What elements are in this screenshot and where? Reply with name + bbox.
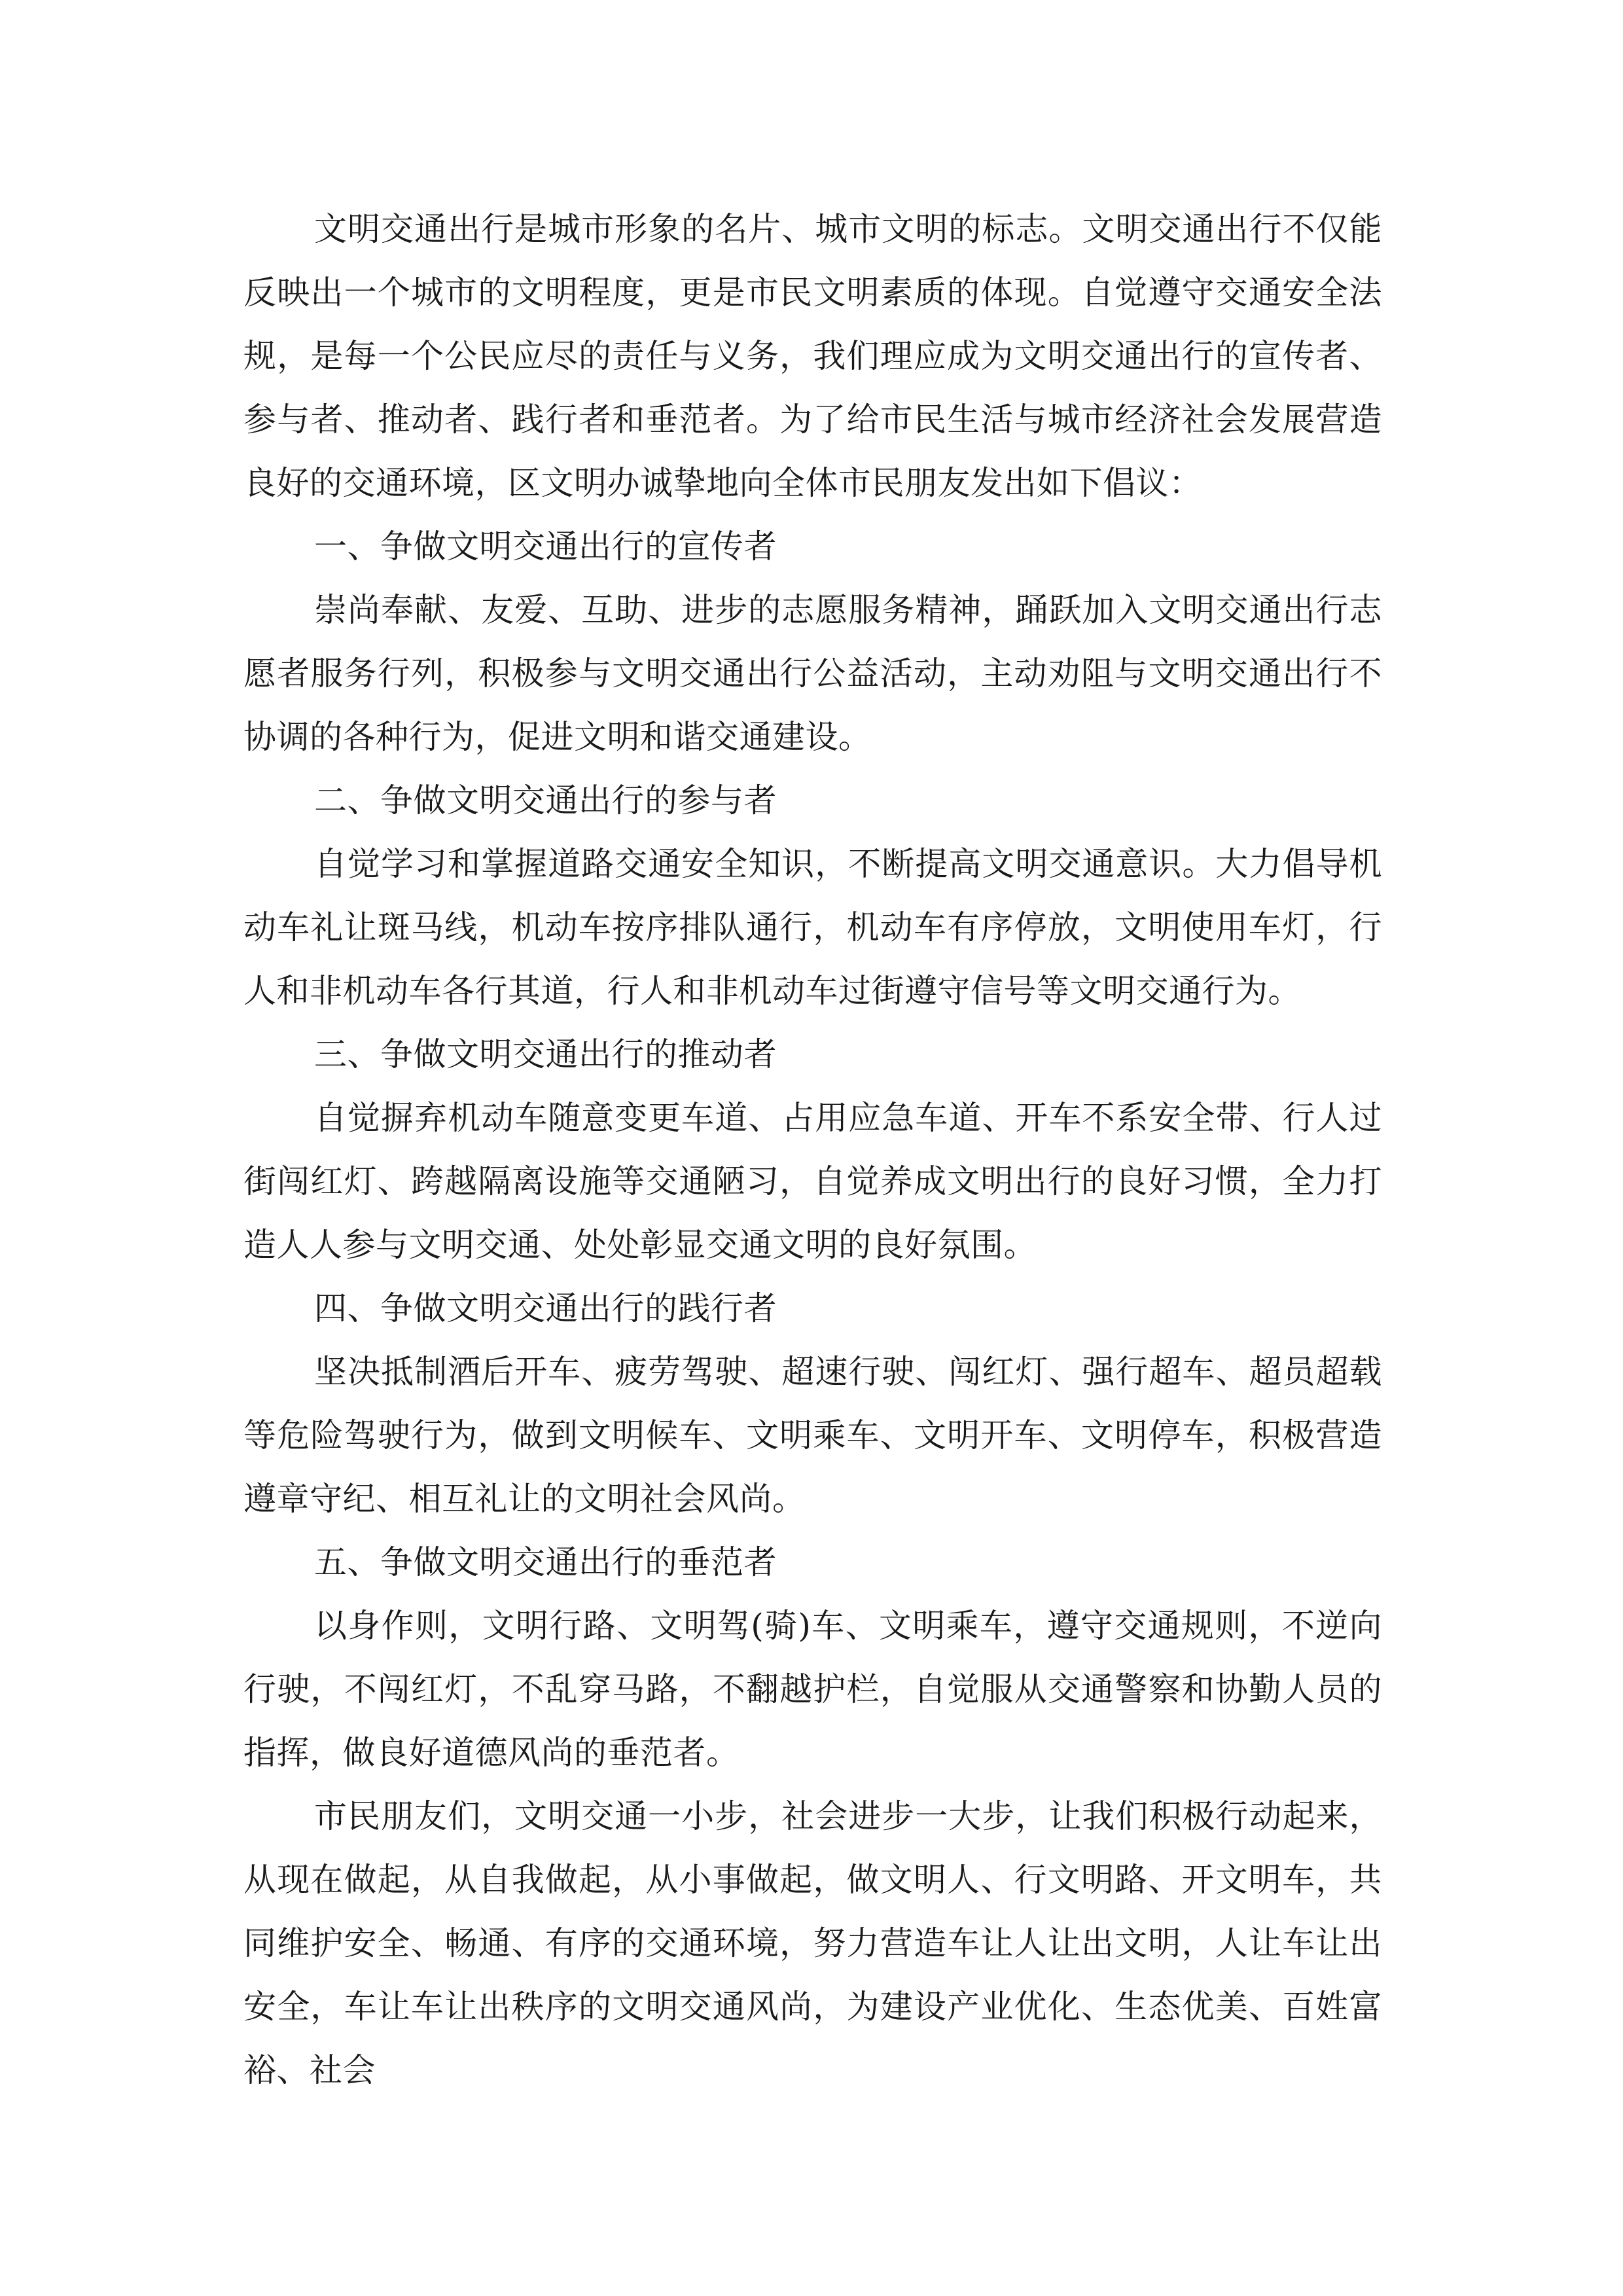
heading-2-participant: 二、争做文明交通出行的参与者 [314,781,777,819]
paragraph-1: 崇尚奉献、友爱、互助、进步的志愿服务精神，踊跃加入文明交通出行志愿者服务行列，积极参与文明交通出行公益活动，主动劝阻与文明交通出行不协调的各种行为，促进文明和谐交通建设。 [243,591,1382,756]
paragraph-2: 自觉学习和掌握道路交通安全知识，不断提高文明交通意识。大力倡导机动车礼让斑马线，机动车按序排队通行，机动车有序停放，文明使用车灯，行人和非机动车各行其道，行人和非机动车过街遵守信号等文明交通行为。 [243,845,1382,1010]
paragraph-3: 自觉摒弃机动车随意变更车道、占用应急车道、开车不系安全带、行人过街闯红灯、跨越隔离设施等交通陋习，自觉养成文明出行的良好习惯，全力打造人人参与文明交通、处处彰显交通文明的良好氛围。 [243,1099,1382,1264]
paragraph-intro: 文明交通出行是城市形象的名片、城市文明的标志。文明交通出行不仅能反映出一个城市的文明程度，更是市民文明素质的体现。自觉遵守交通安全法规，是每一个公民应尽的责任与义务，我们理应成为文明交通出行的宣传者、参与者、推动者、践行者和垂范者。为了给市民生活与城市经济社会发展营造良好的交通环境，区文明办诚挚地向全体市民朋友发出如下倡议： [243,210,1382,502]
paragraph-closing: 市民朋友们，文明交通一小步，社会进步一大步，让我们积极行动起来，从现在做起，从自我做起，从小事做起，做文明人、行文明路、开文明车，共同维护安全、畅通、有序的交通环境，努力营造车让人让出文明，人让车让出安全，车让车让出秩序的文明交通风尚，为建设产业优化、生态优美、百姓富裕、社会 [243,1797,1382,2089]
heading-4-practitioner: 四、争做文明交通出行的践行者 [314,1289,777,1327]
paragraph-4: 坚决抵制酒后开车、疲劳驾驶、超速行驶、闯红灯、强行超车、超员超载等危险驾驶行为，做到文明候车、文明乘车、文明开车、文明停车，积极营造遵章守纪、相互礼让的文明社会风尚。 [243,1353,1382,1518]
heading-5-role-model: 五、争做文明交通出行的垂范者 [314,1543,777,1581]
paragraph-5: 以身作则，文明行路、文明驾(骑)车、文明乘车，遵守交通规则，不逆向行驶，不闯红灯，不乱穿马路，不翻越护栏，自觉服从交通警察和协勤人员的指挥，做良好道德风尚的垂范者。 [243,1607,1382,1772]
heading-3-promoter: 三、争做文明交通出行的推动者 [314,1035,777,1073]
document-body [243,198,1382,2102]
heading-1-publicist: 一、争做文明交通出行的宣传者 [314,528,777,565]
